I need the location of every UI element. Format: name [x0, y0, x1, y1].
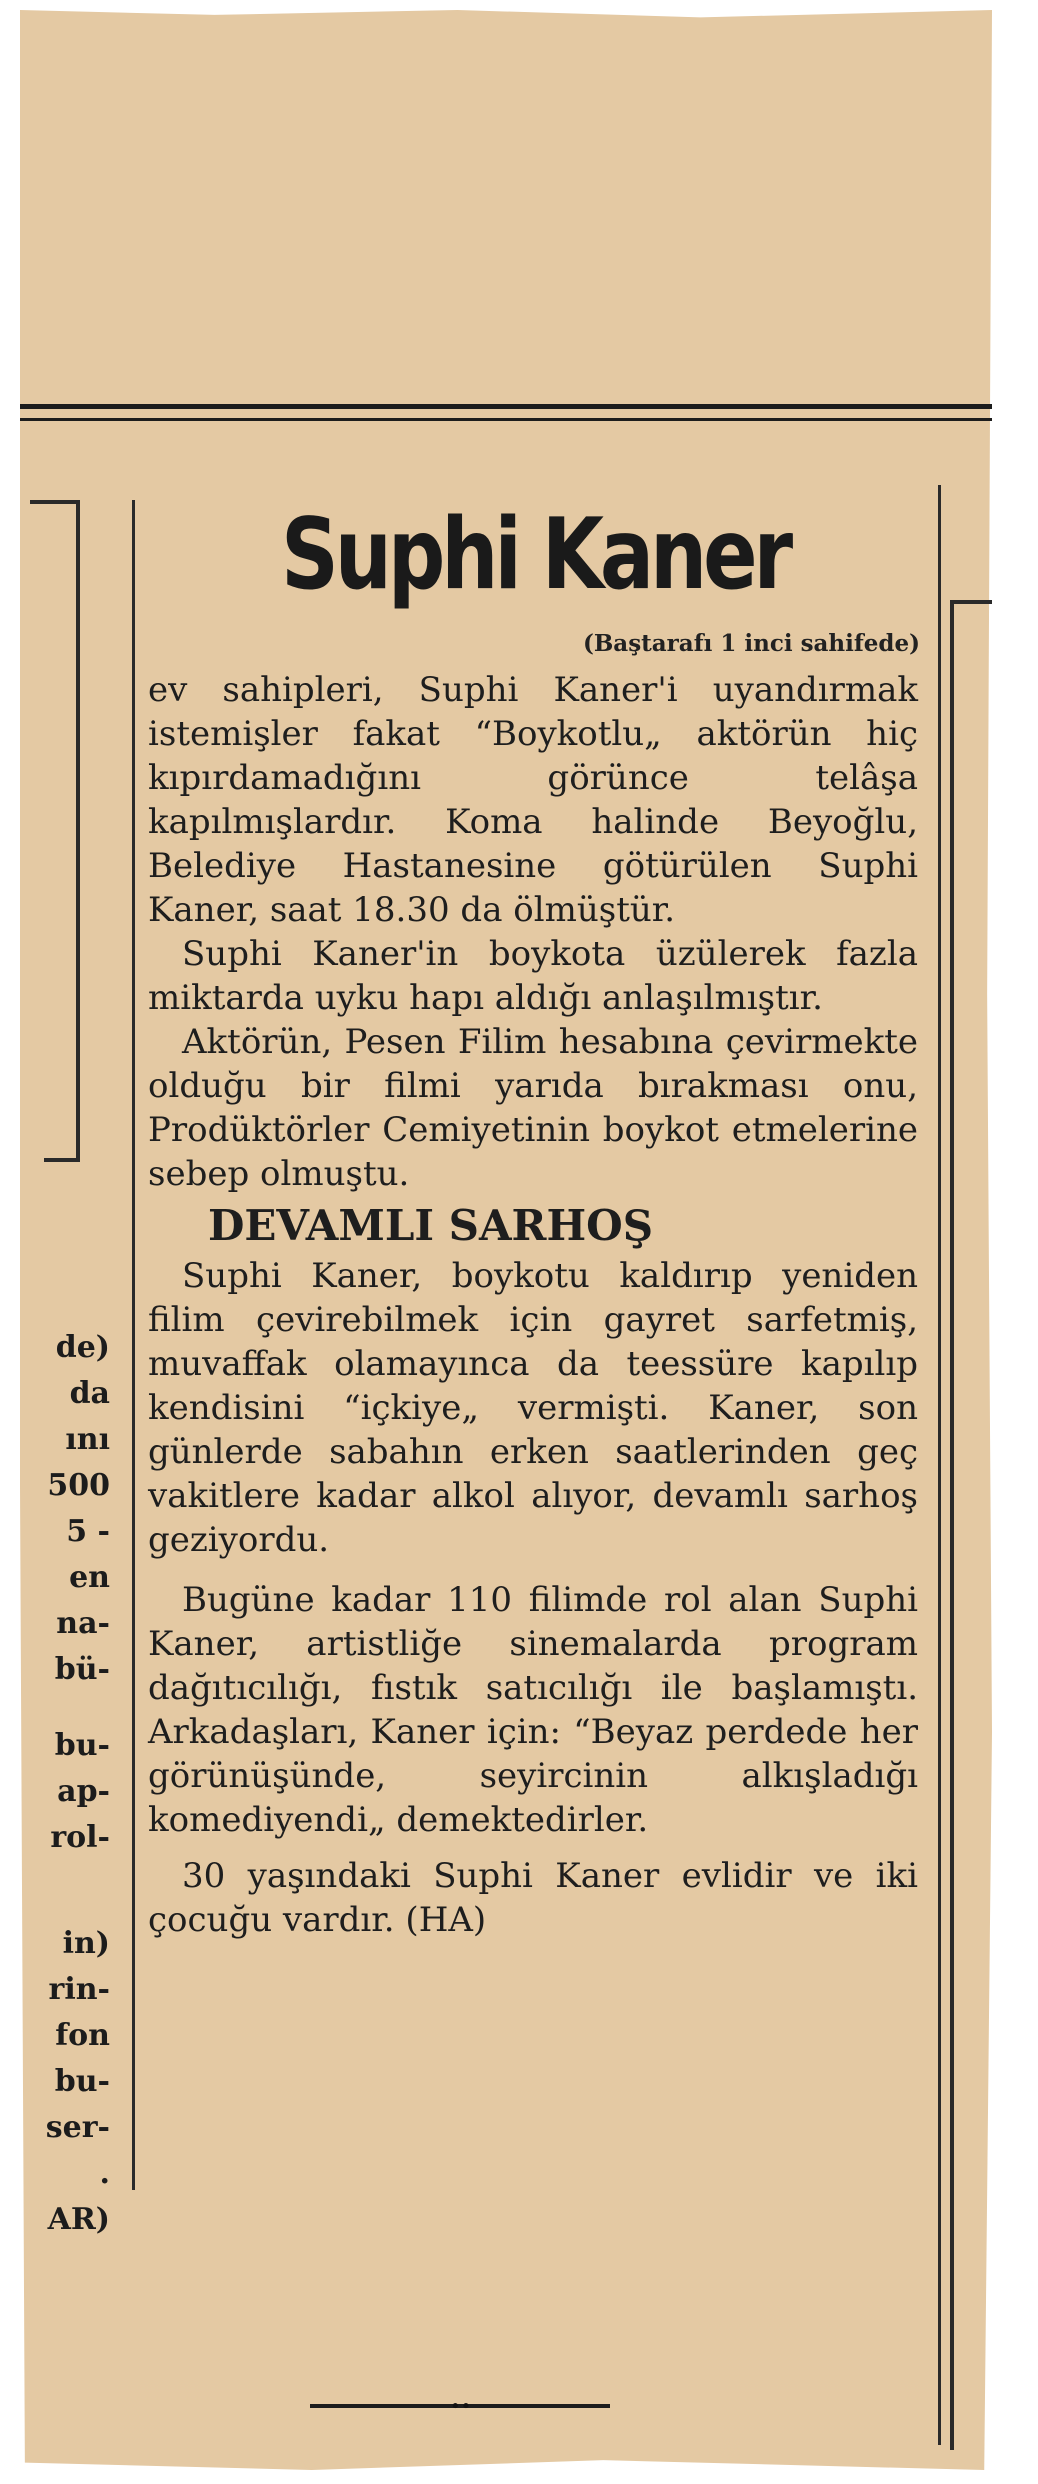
article-paragraph: Bugüne kadar 110 filimde rol alan Suphi Kaner, artistliğe sinemalarda program dağıtıcılığı, fıstık satıcılığı ile başlamıştı. Arkadaşları, Kaner için: “Beyaz perdede her görünüşünde, seyircinin alkışladığı komediyendi„ demektedirler.: [148, 1580, 918, 1840]
fragment-line: rin-: [48, 1972, 110, 2007]
fragment-line: ap-: [57, 1774, 110, 1809]
left-column-divider: [132, 500, 135, 2190]
article-paragraph: Suphi Kaner, boykotu kaldırıp yeniden filim çevirebilmek için gayret sarfetmiş, muvaffak olamayınca da teessüre kapılıp kendisini “içkiye„ vermişti. Kaner, son günlerde sabahın erken saatlerinden geç vakitlere kadar alkol alıyor, devamlı sarhoş geziyordu.: [148, 1256, 918, 1560]
adjacent-column-fragments: [30, 1325, 110, 2243]
fragment-line: in): [62, 1926, 110, 1961]
article-body: [148, 668, 918, 1942]
fragment-line: da: [69, 1376, 110, 1411]
fragment-line: en: [69, 1560, 110, 1595]
headline: Suphi Kaner: [280, 498, 790, 612]
article-paragraph: Suphi Kaner'in boykota üzülerek fazla miktarda uyku hapı aldığı anlaşılmıştır.: [148, 934, 918, 1018]
fragment-line: bu-: [54, 1728, 110, 1763]
subheading: DEVAMLI SARHOŞ: [208, 1201, 654, 1250]
fragment-line: ını: [65, 1422, 110, 1457]
continuation-note: (Baştarafı 1 inci sahifede): [582, 630, 920, 657]
fragment-line: rol-: [50, 1820, 110, 1855]
left-box-right: [76, 500, 80, 1160]
fragment-line: 500: [47, 1468, 110, 1503]
article-paragraph: 30 yaşındaki Suphi Kaner evlidir ve iki çocuğu vardır. (HA): [148, 1856, 918, 1940]
fragment-line: .: [99, 2156, 110, 2191]
fragment-line: fon: [55, 2018, 110, 2053]
fragment-line: 5 -: [66, 1514, 110, 1549]
fragment-line: AR): [47, 2202, 110, 2237]
top-rule: [20, 404, 992, 409]
right-box-left: [950, 600, 954, 2450]
fragment-line: de): [55, 1330, 110, 1365]
top-rule-2: [20, 418, 992, 421]
right-box-top: [950, 600, 992, 604]
fragment-line: bü-: [54, 1652, 110, 1687]
right-column-divider: [938, 485, 941, 2445]
article-paragraph: ev sahipleri, Suphi Kaner'i uyandırmak istemişler fakat “Boykotlu„ aktörün hiç kıpırdamadığını görünce telâşa kapılmışlardır. Koma halinde Beyoğlu, Belediye Hastanesine götürülen Suphi Kaner, saat 18.30 da ölmüştür.: [148, 670, 918, 930]
left-box-bottom: [44, 1158, 80, 1162]
article-paragraph: Aktörün, Pesen Filim hesabına çevirmekte olduğu bir filmi yarıda bırakması onu, Prodüktörler Cemiyetinin boykot etmelerine sebep olmuştu.: [148, 1022, 918, 1194]
article-end-dots: ••: [450, 2396, 472, 2417]
fragment-line: ser-: [45, 2110, 110, 2145]
fragment-line: bu-: [54, 2064, 110, 2099]
left-box-top: [30, 500, 80, 504]
fragment-line: na-: [56, 1606, 110, 1641]
